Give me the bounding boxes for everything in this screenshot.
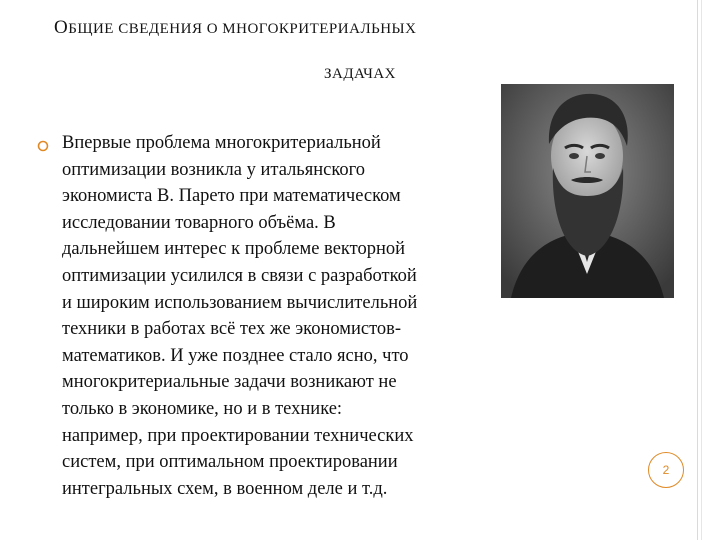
body-paragraph [62,130,492,502]
body-line: только в экономике, но и в технике: [62,398,343,419]
slide-title-line2-text: ЗАДАЧАХ [323,66,397,82]
bullet-ring-icon [37,140,49,152]
body-line: дальнейшем интерес к проблеме векторной [62,239,406,260]
body-line: например, при проектировании технических [62,425,414,446]
page-number-badge: 2 [648,452,684,488]
body-line: систем, при оптимальном проектировании [62,452,398,473]
body-line: экономиста В. Парето при математическом [62,186,401,207]
body-line: оптимизации возникла у итальянского [62,159,366,180]
body-line: многокритериальные задачи возникают не [62,372,397,393]
body-line: исследовании товарного объёма. В [62,212,336,233]
body-line: интегральных схем, в военном деле и т.д. [62,478,388,499]
body-line: математиков. И уже позднее стало ясно, что [62,345,409,366]
slide-title-rest: БЩИЕ СВЕДЕНИЯ О МНОГОКРИТЕРИАЛЬНЫХ [68,21,417,37]
slide-title-line2 [0,62,720,84]
portrait-photo [501,84,674,298]
slide-title-initial: О [54,17,69,38]
body-line: техники в работах всё тех же экономистов- [62,319,402,340]
body-line: и широким использованием вычислительной [62,292,418,313]
body-line: оптимизации усилился в связи с разработкой [62,265,417,286]
body-line: Впервые проблема многокритериальной [62,133,381,153]
slide-title-line1 [54,17,720,39]
